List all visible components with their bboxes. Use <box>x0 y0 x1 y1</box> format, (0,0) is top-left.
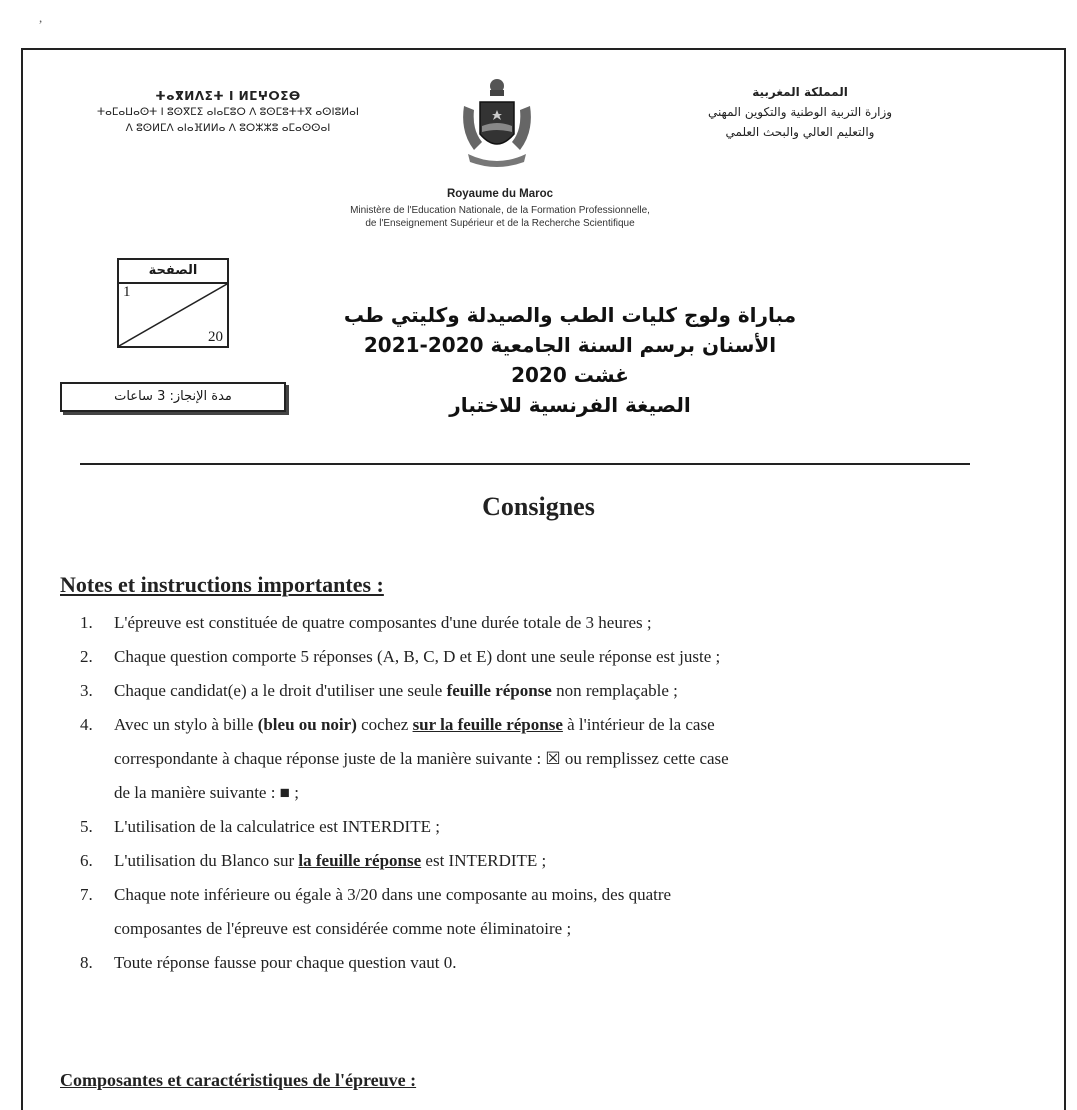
duration-box: مدة الإنجاز: 3 ساعات <box>60 382 286 412</box>
list-item: 6. L'utilisation du Blanco sur la feuille réponse est INTERDITE ; <box>80 851 547 870</box>
page-box-body <box>117 282 229 348</box>
list-item: 1. L'épreuve est constituée de quatre composantes d'une durée totale de 3 heures ; <box>80 613 652 632</box>
exam-title-line: الصيغة الفرنسية للاختبار <box>449 393 691 417</box>
list-item: 4. Avec un stylo à bille (bleu ou noir) cochez sur la feuille réponse à l'intérieur de la case correspondante à chaque réponse juste de la manière suivante : ☒ ou remplissez cette case de la manière suivante : ■ ; <box>80 715 729 802</box>
scan-mark: , <box>39 10 43 25</box>
divider <box>80 463 970 465</box>
arabic-header <box>660 82 940 142</box>
list-item: 2. Chaque question comporte 5 réponses (A, B, C, D et E) dont une seule réponse est juste ; <box>80 647 721 666</box>
exam-title-line: غشت 2020 <box>511 363 629 387</box>
royaume-label: Royaume du Maroc <box>446 188 554 200</box>
list-item: 3. Chaque candidat(e) a le droit d'utiliser une seule feuille réponse non remplaçable ; <box>80 681 678 700</box>
exam-title-line: الأسنان برسم السنة الجامعية 2020-2021 <box>363 333 777 357</box>
tifinagh-header <box>78 88 378 136</box>
list-item: 8. Toute réponse fausse pour chaque question vaut 0. <box>80 953 457 972</box>
ministere-line: Ministère de l'Education Nationale, de la Formation Professionnelle, <box>350 205 650 216</box>
arabic-line: المملكة المغربية <box>752 85 848 99</box>
page-current: 1 <box>123 284 131 300</box>
tifinagh-line: ⴷ ⵓⵙⵍⵎⴷ ⴰⵏⴰⴼⵍⵍⴰ ⴷ ⵓⵔⵣⵣⵓ ⴰⵎⴰⵙⵙⴰⵏ <box>125 122 331 134</box>
page-box-label: الصفحة <box>117 258 229 284</box>
tifinagh-line: ⵜⴰⵎⴰⵡⴰⵙⵜ ⵏ ⵓⵙⴳⵎⵉ ⴰⵏⴰⵎⵓⵔ ⴷ ⵓⵙⵎⵓⵜⵜⴳ ⴰⵙⵏⵓⵍⴰⵏ <box>97 106 359 118</box>
arabic-line: وزارة التربية الوطنية والتكوين المهني <box>707 105 893 119</box>
list-item: 5. L'utilisation de la calculatrice est INTERDITE ; <box>80 817 440 836</box>
ministere-line: de l'Enseignement Supérieur et de la Recherche Scientifique <box>365 218 635 229</box>
exam-title-ar <box>330 300 810 420</box>
list-item: 7. Chaque note inférieure ou égale à 3/20 dans une composante au moins, des quatre composantes de l'épreuve est considérée comme note éliminatoire ; <box>80 885 672 938</box>
tifinagh-line: ⵜⴰⴳⵍⴷⵉⵜ ⵏ ⵍⵎⵖⵔⵉⴱ <box>155 89 301 103</box>
moroccan-coat-of-arms-icon <box>452 72 542 172</box>
notes-title: Notes et instructions importantes : <box>60 572 384 597</box>
consignes-heading: Consignes <box>482 492 595 521</box>
exam-title-line: مباراة ولوج كليات الطب والصيدلة وكليتي طب <box>343 303 797 327</box>
instructions-list <box>80 606 1030 980</box>
composantes-title: Composantes et caractéristiques de l'épreuve : <box>60 1070 417 1090</box>
ministere-label <box>240 204 760 230</box>
page-total: 20 <box>208 329 223 345</box>
page-number-box <box>117 258 229 348</box>
arabic-line: والتعليم العالي والبحث العلمي <box>725 125 875 139</box>
